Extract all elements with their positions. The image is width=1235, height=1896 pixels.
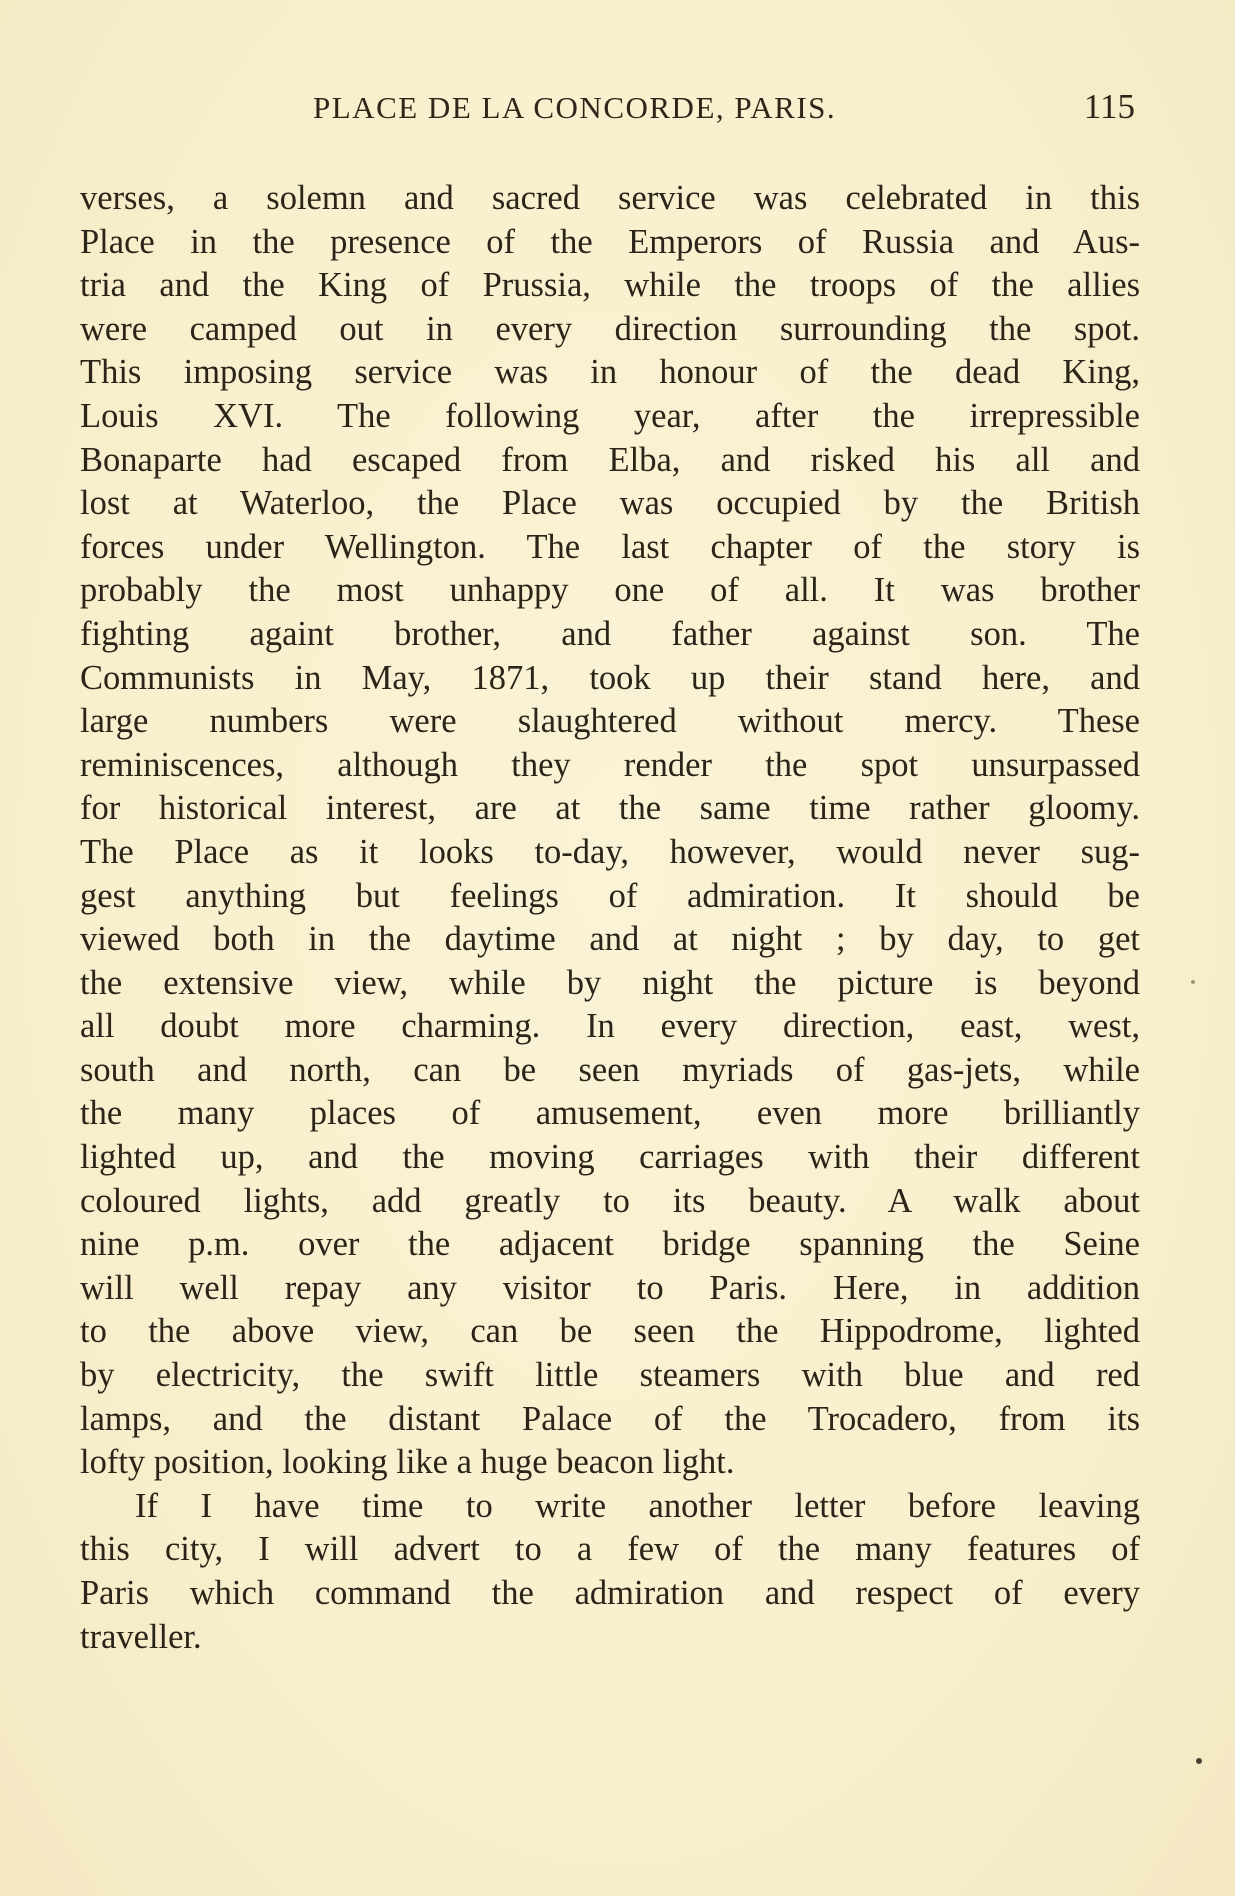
text-line: all doubt more charming. In every direction, east, west, — [80, 1007, 1140, 1046]
text-line: nine p.m. over the adjacent bridge spanning the Seine — [80, 1225, 1140, 1264]
text-line: viewed both in the daytime and at night ; by day, to get — [80, 920, 1140, 959]
text-line: by electricity, the swift little steamers with blue and red — [80, 1356, 1140, 1395]
text-line: south and north, can be seen myriads of gas-jets, while — [80, 1050, 1140, 1089]
paragraph-1 — [80, 177, 1140, 1485]
text-line: were camped out in every direction surrounding the spot. — [80, 309, 1140, 348]
running-head — [80, 87, 1135, 134]
running-title: PLACE DE LA CONCORDE, PARIS. — [313, 90, 837, 125]
text-line: gest anything but feelings of admiration. It should be — [80, 876, 1140, 915]
text-line: Communists in May, 1871, took up their stand here, and — [80, 658, 1140, 697]
text-line: lost at Waterloo, the Place was occupied by the British — [80, 484, 1140, 523]
text-line: tria and the King of Prussia, while the troops of the allies — [80, 266, 1140, 305]
text-line: coloured lights, add greatly to its beauty. A walk about — [80, 1181, 1140, 1220]
text-line: Bonaparte had escaped from Elba, and risked his all and — [80, 440, 1140, 479]
text-line: fighting againt brother, and father against son. The — [80, 614, 1140, 653]
text-line: forces under Wellington. The last chapter of the story is — [80, 527, 1140, 566]
text-line: verses, a solemn and sacred service was celebrated in this — [80, 179, 1140, 217]
text-line: Place in the presence of the Emperors of Russia and Aus- — [80, 222, 1140, 261]
text-line: If I have time to write another letter before leaving — [135, 1486, 1140, 1525]
ink-speck — [1196, 1758, 1202, 1764]
text-line: lighted up, and the moving carriages with their different — [80, 1138, 1140, 1177]
text-line: This imposing service was in honour of the dead King, — [80, 353, 1140, 392]
ink-speck — [1191, 980, 1195, 984]
text-line: probably the most unhappy one of all. It was brother — [80, 571, 1140, 610]
text-line: will well repay any visitor to Paris. Here, in addition — [80, 1268, 1140, 1307]
body-text — [80, 177, 1140, 1659]
text-line: the extensive view, while by night the picture is beyond — [80, 963, 1140, 1002]
text-line: traveller. — [80, 1617, 202, 1656]
text-line: lofty position, looking like a huge beacon light. — [80, 1443, 735, 1482]
text-line: Paris which command the admiration and respect of every — [80, 1574, 1140, 1612]
paragraph-2 — [80, 1485, 1140, 1659]
text-line: for historical interest, are at the same time rather gloomy. — [80, 789, 1140, 828]
page-number: 115 — [1083, 87, 1135, 126]
text-line: the many places of amusement, even more brilliantly — [80, 1094, 1140, 1133]
text-line: lamps, and the distant Palace of the Trocadero, from its — [80, 1399, 1140, 1438]
text-line: reminiscences, although they render the spot unsurpassed — [80, 745, 1140, 784]
text-line: The Place as it looks to-day, however, would never sug- — [80, 832, 1140, 871]
text-line: Louis XVI. The following year, after the irrepressible — [80, 396, 1140, 435]
text-line: large numbers were slaughtered without mercy. These — [80, 702, 1140, 741]
text-line: to the above view, can be seen the Hippodrome, lighted — [80, 1312, 1140, 1351]
text-line: this city, I will advert to a few of the many features of — [80, 1530, 1140, 1569]
